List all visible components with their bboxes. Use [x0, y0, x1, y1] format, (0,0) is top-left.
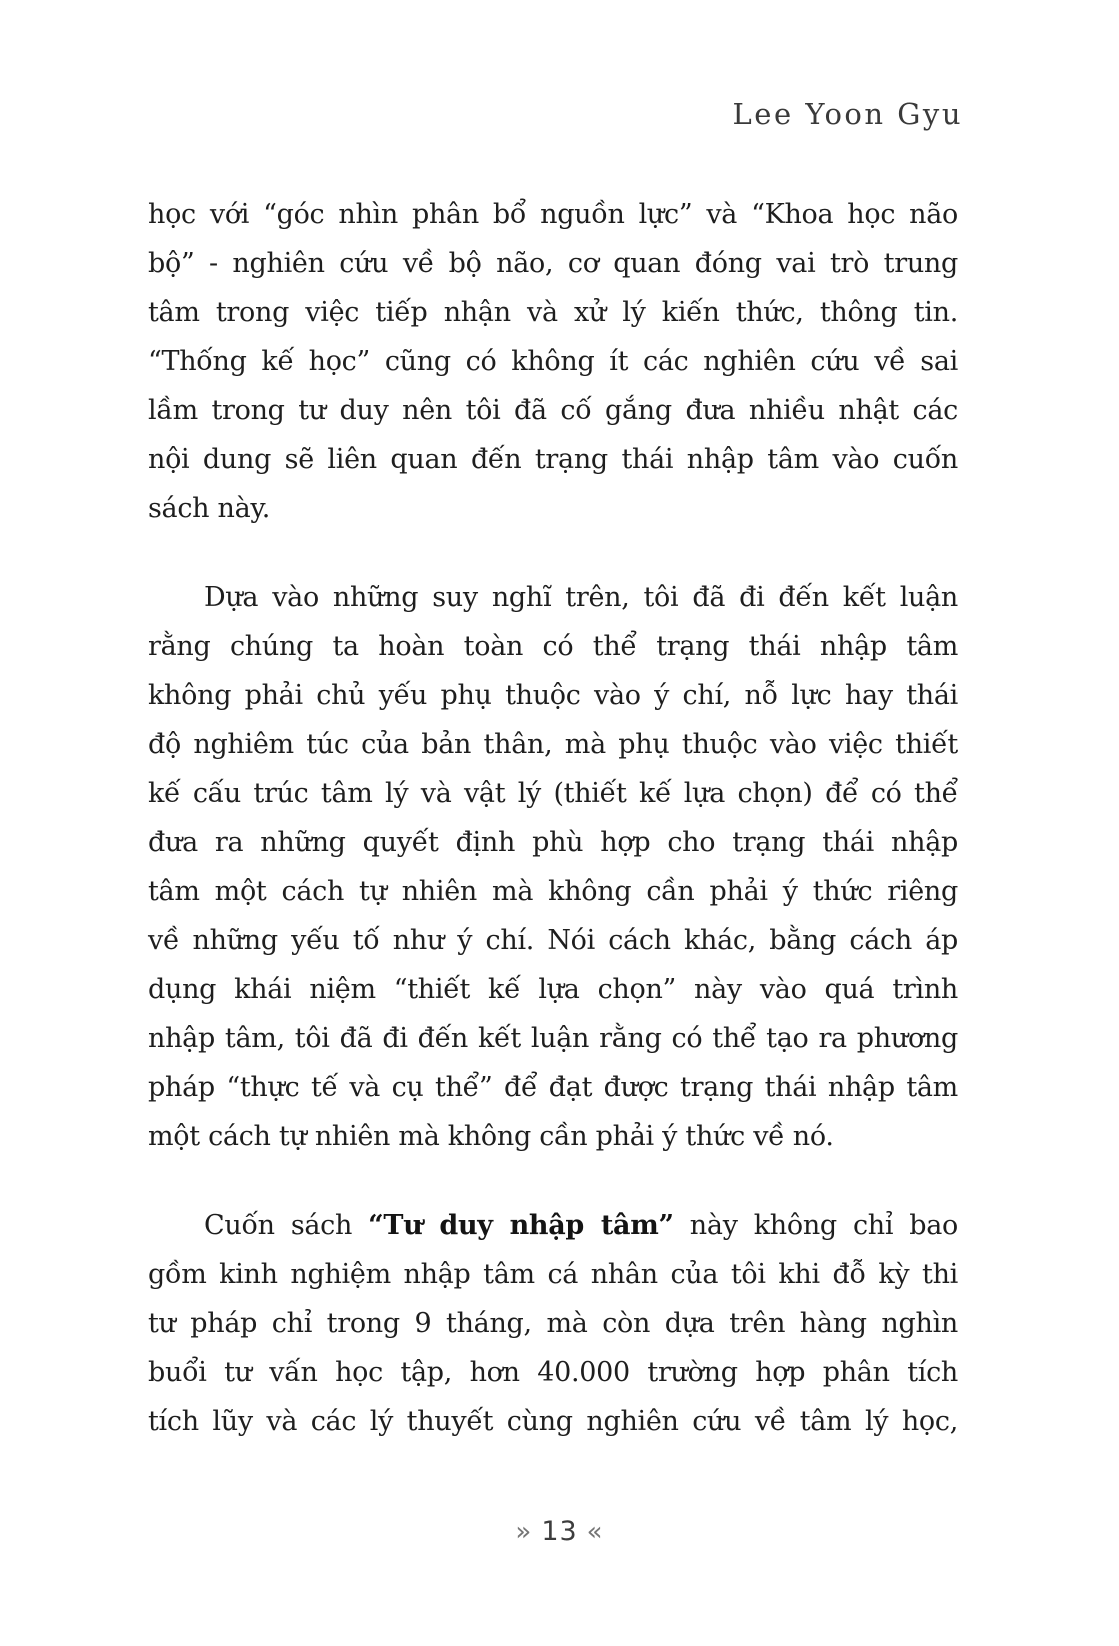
text-segment: buổi tư vấn học tập, hơn 40.000 trường hợp phân tích [148, 1357, 958, 1388]
text-segment: này không chỉ bao [673, 1210, 958, 1241]
text-line [148, 239, 958, 288]
paragraph [148, 190, 958, 533]
body-text [148, 190, 958, 1446]
text-line [148, 1397, 958, 1446]
page-number: 13 [541, 1516, 578, 1547]
text-segment: bộ” - nghiên cứu về bộ não, cơ quan đóng vai trò trung [148, 248, 958, 279]
text-line [148, 769, 958, 818]
text-segment: “Thống kế học” cũng có không ít các nghiên cứu về sai [148, 346, 958, 377]
text-line [148, 1299, 958, 1348]
text-segment: sách này. [148, 493, 271, 524]
text-segment: kế cấu trúc tâm lý và vật lý (thiết kế lựa chọn) để có thể [148, 778, 958, 809]
book-title-bold: “Tư duy nhập tâm” [368, 1210, 674, 1241]
text-line [148, 337, 958, 386]
text-line [148, 818, 958, 867]
text-segment: tư pháp chỉ trong 9 tháng, mà còn dựa trên hàng nghìn [148, 1308, 958, 1339]
page-header [733, 97, 963, 131]
text-line [148, 573, 958, 622]
text-segment: về những yếu tố như ý chí. Nói cách khác, bằng cách áp [148, 925, 958, 956]
text-line [148, 671, 958, 720]
text-line [148, 288, 958, 337]
footer-right-guillemet-icon: « [586, 1517, 604, 1547]
text-line [148, 916, 958, 965]
paragraph [148, 1201, 958, 1446]
text-segment: một cách tự nhiên mà không cần phải ý thức về nó. [148, 1121, 834, 1152]
text-line [148, 965, 958, 1014]
text-segment: không phải chủ yếu phụ thuộc vào ý chí, nỗ lực hay thái [148, 680, 958, 711]
author-name: Lee Yoon Gyu [732, 97, 963, 131]
text-line [148, 1348, 958, 1397]
text-line [148, 720, 958, 769]
text-segment: nhập tâm, tôi đã đi đến kết luận rằng có thể tạo ra phương [148, 1023, 958, 1054]
text-line [148, 484, 958, 533]
text-segment: dụng khái niệm “thiết kế lựa chọn” này vào quá trình [148, 974, 958, 1005]
text-segment: học với “góc nhìn phân bổ nguồn lực” và “Khoa học não [148, 199, 958, 230]
text-line [148, 435, 958, 484]
text-line [148, 1063, 958, 1112]
text-segment: tâm trong việc tiếp nhận và xử lý kiến thức, thông tin. [148, 297, 958, 328]
text-segment: Dựa vào những suy nghĩ trên, tôi đã đi đến kết luận [204, 582, 958, 613]
text-segment: Cuốn sách [204, 1210, 369, 1241]
text-segment: pháp “thực tế và cụ thể” để đạt được trạng thái nhập tâm [148, 1072, 958, 1103]
text-segment: rằng chúng ta hoàn toàn có thể trạng thái nhập tâm [148, 631, 958, 662]
text-line [148, 386, 958, 435]
text-segment: độ nghiêm túc của bản thân, mà phụ thuộc vào việc thiết [148, 729, 958, 760]
text-line [148, 1250, 958, 1299]
text-segment: tích lũy và các lý thuyết cùng nghiên cứu về tâm lý học, [148, 1406, 958, 1437]
text-line [148, 1112, 958, 1161]
page-footer [0, 1516, 1119, 1547]
text-line [148, 867, 958, 916]
paragraph [148, 573, 958, 1161]
text-segment: nội dung sẽ liên quan đến trạng thái nhập tâm vào cuốn [148, 444, 958, 475]
text-segment: lầm trong tư duy nên tôi đã cố gắng đưa nhiều nhật các [148, 395, 958, 426]
footer-left-guillemet-icon: » [515, 1517, 533, 1547]
text-line [148, 190, 958, 239]
text-segment: tâm một cách tự nhiên mà không cần phải ý thức riêng [148, 876, 958, 907]
text-segment: gồm kinh nghiệm nhập tâm cá nhân của tôi khi đỗ kỳ thi [148, 1259, 958, 1290]
text-segment: đưa ra những quyết định phù hợp cho trạng thái nhập [148, 827, 958, 858]
text-line [148, 1201, 958, 1250]
text-line [148, 622, 958, 671]
text-line [148, 1014, 958, 1063]
